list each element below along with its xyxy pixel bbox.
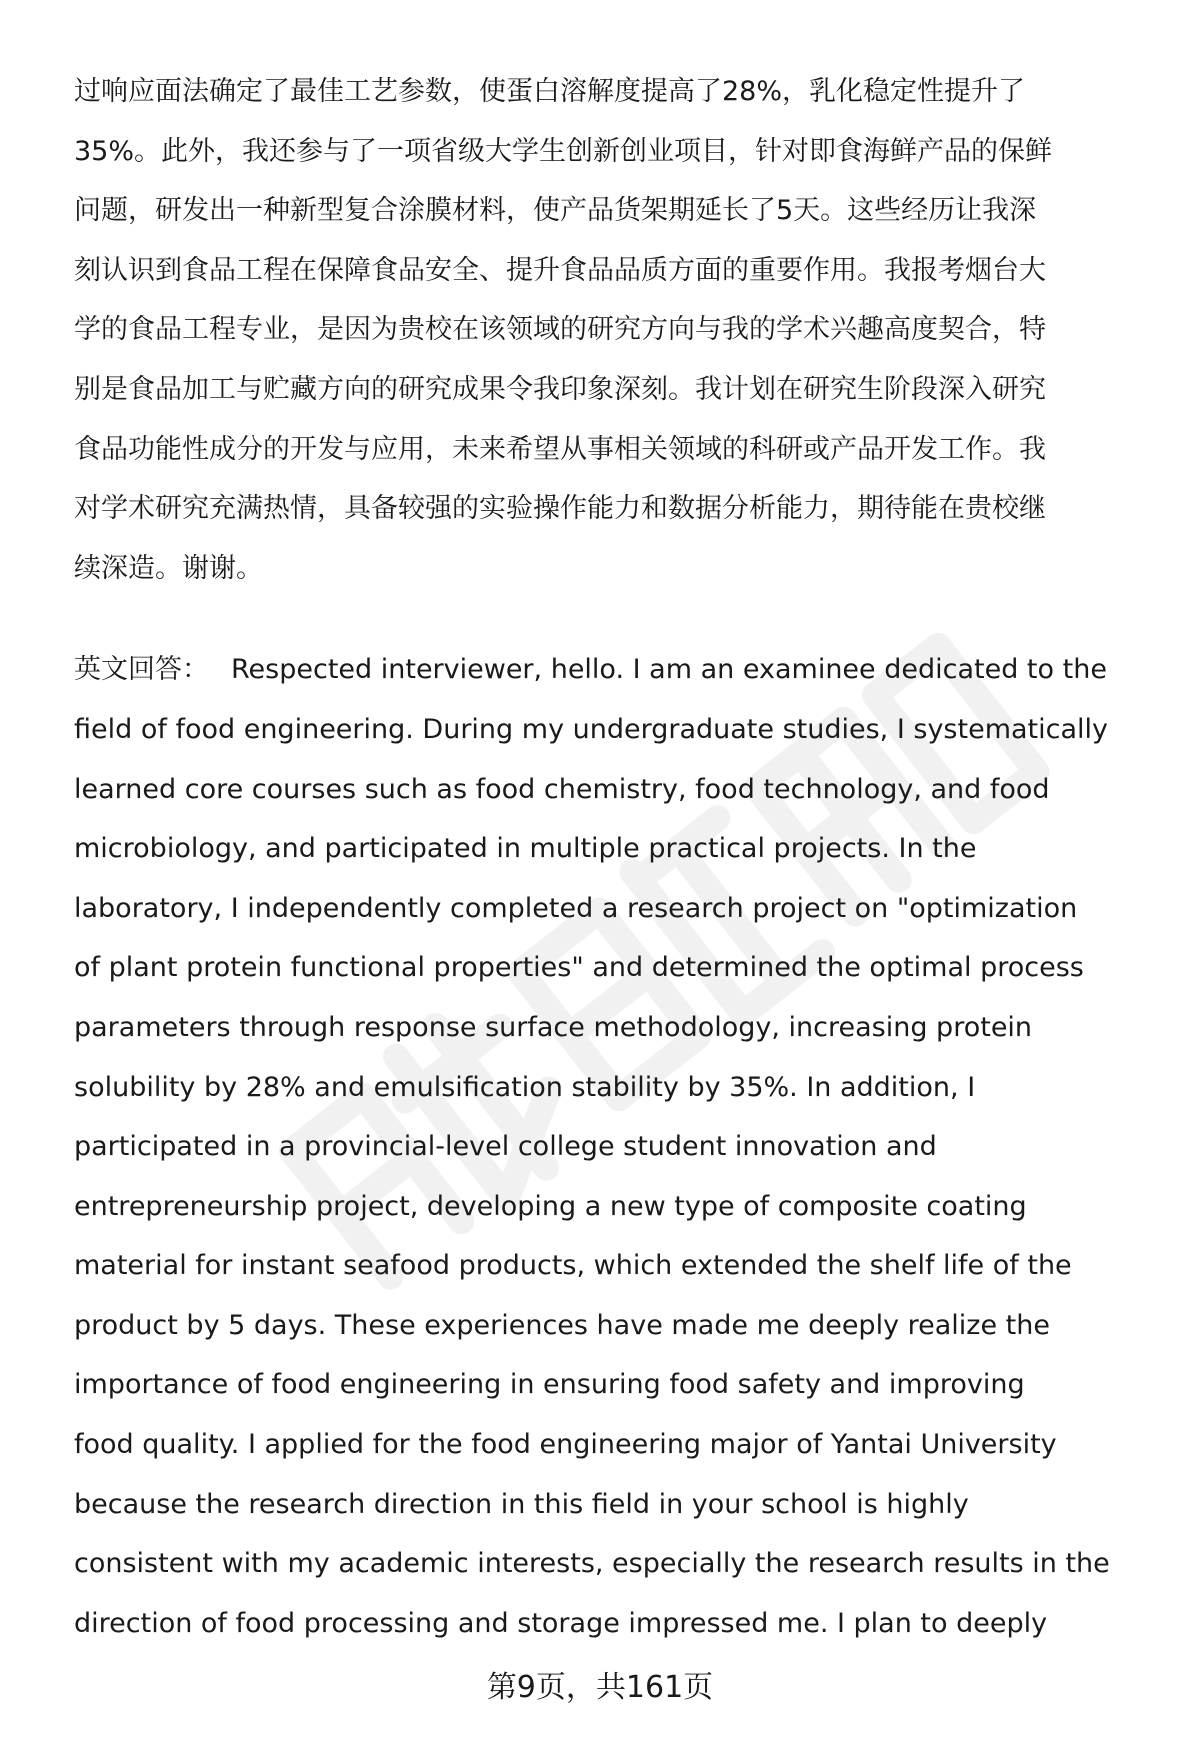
text-line: 刻认识到食品工程在保障食品安全、提升食品品质方面的重要作用。我报考烟台大 xyxy=(74,254,1046,286)
text-line: 对学术研究充满热情，具备较强的实验操作能力和数据分析能力，期待能在贵校继 xyxy=(74,493,1046,525)
english-answer-first-line xyxy=(74,640,1164,700)
english-answer-opening: Respected interviewer, hello. I am an examinee dedicated to the xyxy=(231,654,1107,686)
text-line: 过响应面法确定了最佳工艺参数，使蛋白溶解度提高了28%，乳化稳定性提升了 xyxy=(74,76,1026,107)
text-line: 问题，研发出一种新型复合涂膜材料，使产品货架期延长了5天。这些经历让我深 xyxy=(74,195,1037,227)
text-line: 续深造。谢谢。 xyxy=(74,552,263,584)
chinese-answer-paragraph xyxy=(74,62,1164,598)
paragraph-spacer xyxy=(74,598,1164,640)
text-line: of plant protein functional properties" and determined the optimal process xyxy=(74,952,1084,984)
text-line: field of food engineering. During my undergraduate studies, I systematically xyxy=(74,713,1109,745)
text-line: laboratory, I independently completed a research project on "optimization xyxy=(74,892,1078,924)
text-line: microbiology, and participated in multiple practical projects. In the xyxy=(74,833,977,865)
text-line: participated in a provincial-level college student innovation and xyxy=(74,1131,937,1163)
text-line: 别是食品加工与贮藏方向的研究成果令我印象深刻。我计划在研究生阶段深入研究 xyxy=(74,373,1046,405)
text-line: importance of food engineering in ensuring food safety and improving xyxy=(74,1369,1025,1401)
text-line: product by 5 days. These experiences have made me deeply realize the xyxy=(74,1309,1050,1341)
page-number-footer: 第9页，共161页 xyxy=(486,1670,714,1705)
text-line: solubility by 28% and emulsification stability by 35%. In addition, I xyxy=(74,1071,976,1103)
text-line: parameters through response surface methodology, increasing protein xyxy=(74,1011,1033,1043)
text-line: learned core courses such as food chemistry, food technology, and food xyxy=(74,773,1050,805)
text-line: 35%。此外，我还参与了一项省级大学生创新创业项目，针对即食海鲜产品的保鲜 xyxy=(74,135,1053,167)
text-line: food quality. I applied for the food engineering major of Yantai University xyxy=(74,1429,1057,1461)
text-line: direction of food processing and storage impressed me. I plan to deeply xyxy=(74,1607,1048,1639)
text-line: because the research direction in this field in your school is highly xyxy=(74,1488,969,1520)
english-answer-label: 英文回答： xyxy=(74,654,209,686)
text-line: 学的食品工程专业，是因为贵校在该领域的研究方向与我的学术兴趣高度契合，特 xyxy=(74,314,1046,346)
text-line: consistent with my academic interests, especially the research results in the xyxy=(74,1548,1110,1580)
text-line: entrepreneurship project, developing a new type of composite coating xyxy=(74,1190,1027,1222)
text-line: material for instant seafood products, which extended the shelf life of the xyxy=(74,1250,1072,1282)
text-line: 食品功能性成分的开发与应用，未来希望从事相关领域的科研或产品开发工作。我 xyxy=(74,433,1046,465)
english-answer-paragraph xyxy=(74,640,1164,1653)
document-body xyxy=(74,62,1164,1653)
